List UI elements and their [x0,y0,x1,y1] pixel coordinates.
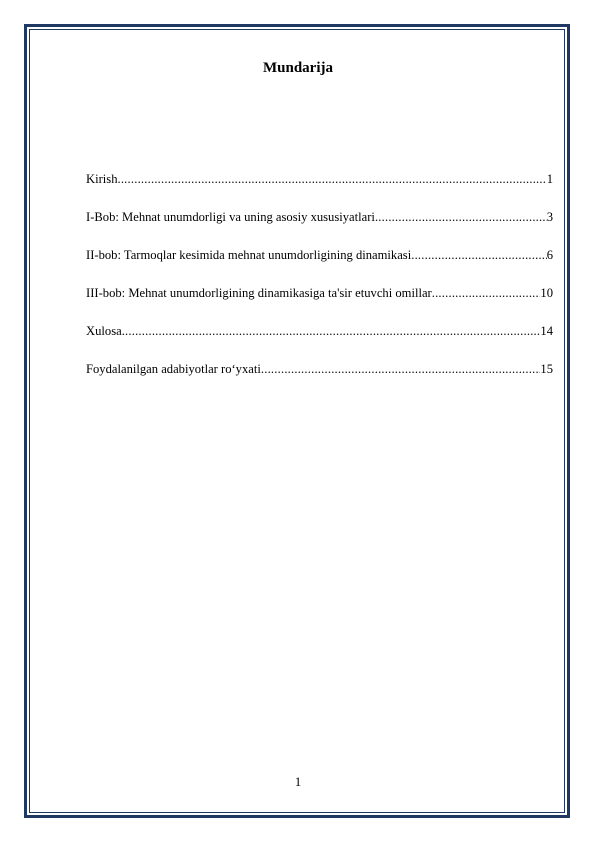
toc-dot-leader [432,285,541,301]
toc-entry-title: I-Bob: Mehnat unumdorligi va uning asosiy xususiyatlari [86,210,375,224]
toc-entry-page: 1 [546,172,553,186]
page-title: Mundarija [262,60,333,76]
toc-entry-title: II-bob: Tarmoqlar kesimida mehnat unumdorligining dinamikasi [86,248,412,262]
toc-entry-title: Xulosa [86,324,122,338]
page-number: 1 [294,775,302,789]
toc-entry-chapter-1[interactable] [86,209,553,247]
toc-entry-page: 10 [540,286,553,300]
page-border-inner [29,29,565,813]
toc-entry-references[interactable] [86,361,553,399]
toc-entry-conclusion[interactable] [86,323,553,361]
toc-entry-title: Kirish [86,172,118,186]
toc-entry-title: III-bob: Mehnat unumdorligining dinamikasiga ta'sir etuvchi omillar [86,286,432,300]
toc-entry-chapter-2[interactable] [86,247,553,285]
toc-dot-leader [411,247,546,263]
toc-entry-introduction[interactable] [86,171,553,209]
toc-dot-leader [261,361,541,377]
toc-entry-page: 3 [546,210,553,224]
toc-entry-chapter-3[interactable] [86,285,553,323]
toc-dot-leader [117,171,546,187]
toc-entry-page: 15 [540,362,553,376]
table-of-contents [86,171,553,399]
toc-dot-leader [375,209,547,225]
toc-entry-title: Foydalanilgan adabiyotlar ro‘yxati [86,362,261,376]
toc-entry-page: 6 [546,248,553,262]
toc-dot-leader [122,323,541,339]
toc-entry-page: 14 [540,324,553,338]
